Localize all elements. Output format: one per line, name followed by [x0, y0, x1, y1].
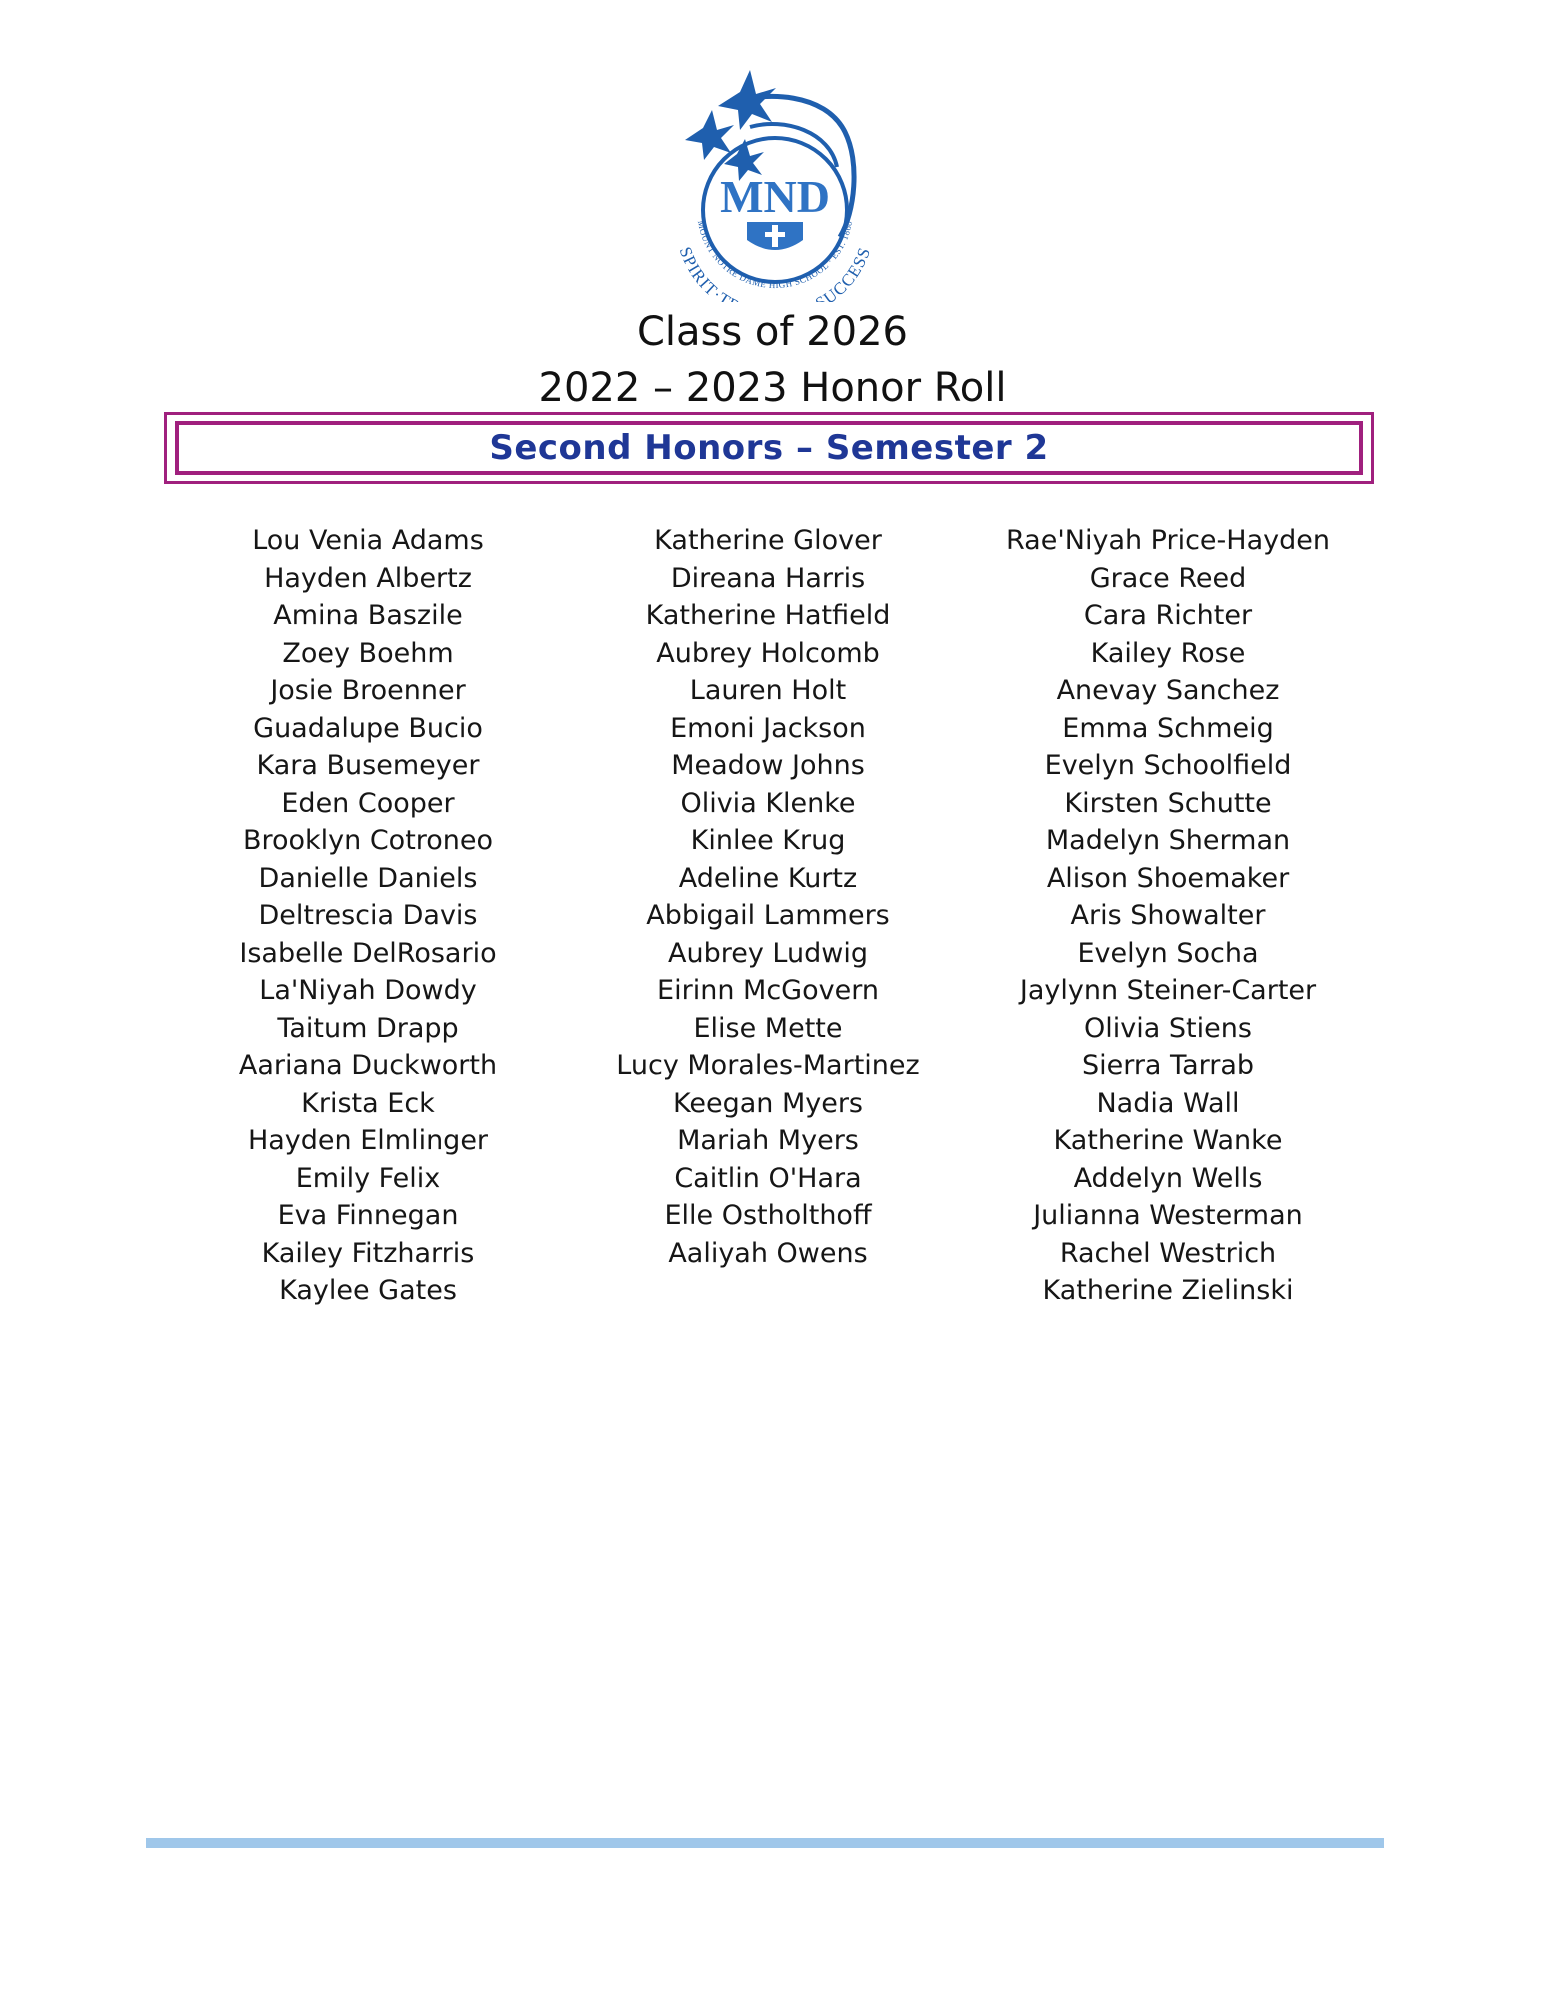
- honor-roll-name: Evelyn Schoolfield: [1044, 750, 1292, 781]
- names-column-2: [568, 522, 968, 1272]
- honors-banner-label: Second Honors – Semester 2: [489, 428, 1049, 468]
- honor-roll-name: Aris Showalter: [1070, 900, 1266, 931]
- honor-roll-name: Olivia Klenke: [680, 787, 856, 819]
- honor-roll-name: Eden Cooper: [281, 787, 455, 819]
- honor-roll-name: Madelyn Sherman: [1045, 825, 1291, 856]
- honor-roll-name: Aubrey Holcomb: [656, 637, 880, 669]
- honor-roll-name: Anevay Sanchez: [1056, 675, 1280, 706]
- honor-roll-name: Evelyn Socha: [1077, 937, 1259, 969]
- logo-monogram: MND: [720, 171, 830, 222]
- honor-roll-name: Cara Richter: [1083, 600, 1253, 631]
- honor-roll-name: Kinlee Krug: [690, 825, 846, 856]
- honor-roll-name: Kara Busemeyer: [256, 750, 480, 781]
- honor-roll-name: Krista Eck: [301, 1087, 435, 1119]
- honor-roll-name: Meadow Johns: [671, 750, 865, 781]
- honor-roll-name: Eirinn McGovern: [657, 975, 879, 1006]
- school-logo: [655, 62, 895, 302]
- honor-roll-name: Nadia Wall: [1096, 1087, 1240, 1119]
- honor-roll-name: La'Niyah Dowdy: [259, 975, 477, 1006]
- logo-motto: SPIRIT·T UCCESS: [675, 244, 875, 302]
- honor-roll-title: 2022 – 2023 Honor Roll: [538, 365, 1007, 411]
- names-column-3: [968, 522, 1368, 1310]
- honor-roll-name: Lou Venia Adams: [252, 525, 484, 556]
- honor-roll-name: Hayden Albertz: [264, 562, 472, 594]
- honor-roll-name: Direana Harris: [670, 562, 866, 594]
- honor-roll-name: Elle Ostholthoff: [664, 1200, 872, 1231]
- honor-roll-name: Abbigail Lammers: [646, 900, 890, 931]
- honor-roll-name: Alison Shoemaker: [1046, 862, 1290, 894]
- honor-roll-name: Emoni Jackson: [670, 712, 866, 744]
- honor-roll-name: Katherine Wanke: [1053, 1125, 1283, 1156]
- honor-roll-name: Sierra Tarrab: [1081, 1050, 1255, 1081]
- honor-roll-name: Deltrescia Davis: [258, 900, 478, 931]
- honor-roll-name: Isabelle DelRosario: [239, 937, 497, 969]
- honor-roll-name: Taitum Drapp: [277, 1012, 459, 1044]
- honor-roll-name: Danielle Daniels: [258, 862, 478, 894]
- honor-roll-name: Emily Felix: [295, 1162, 441, 1194]
- honor-roll-name: Rachel Westrich: [1059, 1237, 1277, 1269]
- honors-banner: [164, 412, 1374, 484]
- honor-roll-name: Caitlin O'Hara: [674, 1162, 862, 1194]
- honors-banner-inner: [175, 421, 1363, 475]
- honor-roll-name: Amina Baszile: [273, 600, 463, 631]
- honor-roll-name: Kaylee Gates: [279, 1275, 457, 1306]
- honor-roll-name: Hayden Elmlinger: [247, 1125, 489, 1156]
- honor-roll-name: Aariana Duckworth: [238, 1050, 498, 1081]
- honor-roll-name: Lauren Holt: [689, 675, 847, 706]
- honor-roll-name: Brooklyn Cotroneo: [242, 825, 494, 856]
- honor-roll-name: Olivia Stiens: [1084, 1012, 1252, 1044]
- honor-roll-name: Katherine Glover: [654, 525, 882, 556]
- honor-roll-name: Guadalupe Bucio: [253, 712, 483, 744]
- honor-roll-name: Jaylynn Steiner-Carter: [1019, 975, 1317, 1006]
- honor-roll-name: Kailey Fitzharris: [261, 1237, 475, 1269]
- honor-roll-name: Keegan Myers: [672, 1087, 863, 1119]
- class-title: Class of 2026: [636, 309, 908, 355]
- honor-roll-name: Lucy Morales-Martinez: [616, 1050, 920, 1081]
- honor-roll-name: Kirsten Schutte: [1064, 787, 1272, 819]
- honor-roll-name: Katherine Zielinski: [1042, 1275, 1294, 1306]
- honor-roll-name: Josie Broenner: [270, 675, 466, 706]
- footer-divider: [146, 1838, 1384, 1848]
- honor-roll-name: Addelyn Wells: [1073, 1162, 1263, 1194]
- honor-roll-name: Adeline Kurtz: [678, 862, 858, 894]
- names-column-1: [168, 522, 568, 1310]
- honor-roll-name: Katherine Hatfield: [645, 600, 891, 631]
- honor-roll-name: Eva Finnegan: [277, 1200, 459, 1231]
- honor-roll-name: Zoey Boehm: [282, 637, 454, 669]
- honor-roll-name: Grace Reed: [1089, 562, 1247, 594]
- honor-roll-name: Emma Schmeig: [1062, 712, 1274, 744]
- honor-roll-name: Kailey Rose: [1090, 637, 1246, 669]
- honor-roll-name: Aaliyah Owens: [668, 1237, 868, 1269]
- honor-roll-name: Mariah Myers: [677, 1125, 859, 1156]
- svg-text:SPIRIT·TRADITION·SUCCESS: [676, 244, 875, 302]
- school-seal-icon: [655, 62, 895, 302]
- honor-roll-name: Aubrey Ludwig: [668, 937, 868, 969]
- logo-ring-text: MOUNT NOTRE DAME HIGH SCHOOL · EST. 1860: [695, 219, 855, 291]
- honor-roll-name: Rae'Niyah Price-Hayden: [1006, 525, 1330, 556]
- honor-roll-name: Julianna Westerman: [1033, 1200, 1303, 1231]
- honor-roll-name: Elise Mette: [693, 1012, 843, 1044]
